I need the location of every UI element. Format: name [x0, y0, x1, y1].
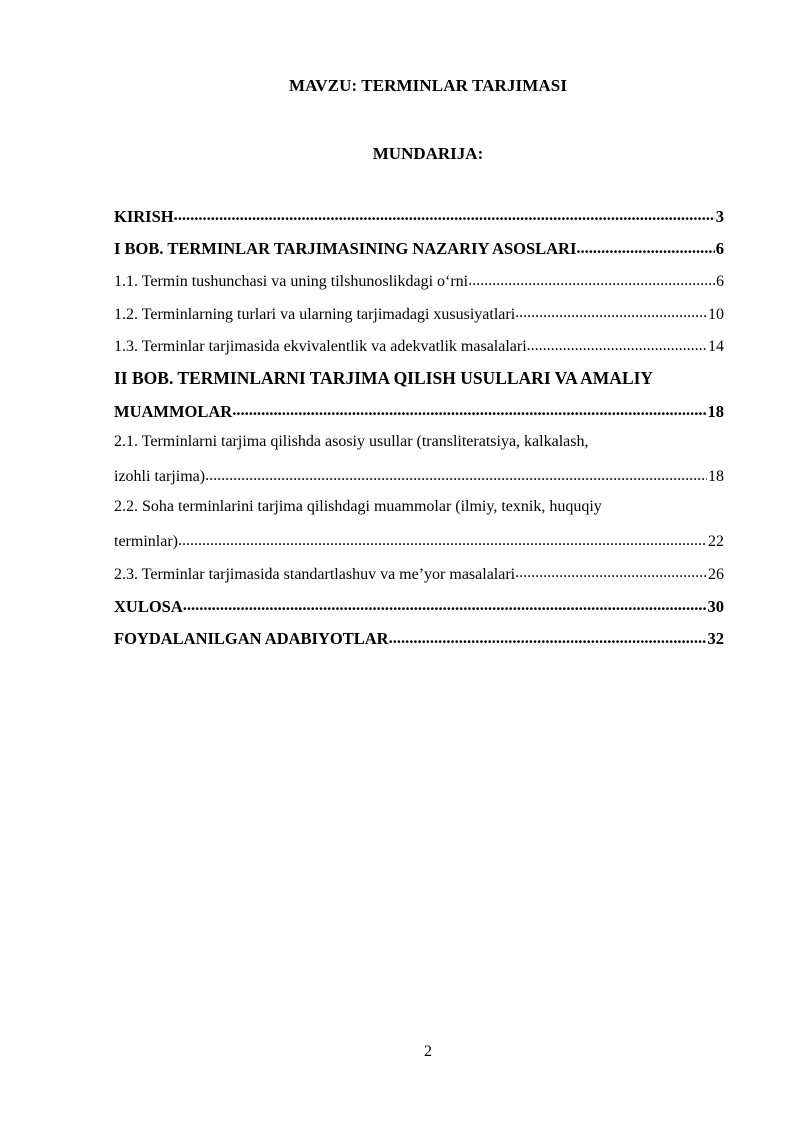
- toc-entry-section-2-3: [114, 563, 724, 596]
- toc-dot-leader: [178, 530, 707, 546]
- toc-entry-title: KIRISH: [114, 206, 174, 226]
- toc-entry-page: 22: [708, 533, 724, 550]
- toc-entry-page: 32: [707, 629, 724, 648]
- toc-dot-leader: [468, 270, 715, 286]
- table-of-contents: [114, 205, 724, 660]
- toc-entry-chapter-1: [114, 238, 724, 271]
- contents-heading: MUNDARIJA:: [372, 144, 484, 163]
- document-topic: MAVZU: TERMINLAR TARJIMASI: [288, 76, 568, 95]
- toc-entry-title: 1.3. Terminlar tarjimasida ekvivalentlik va adekvatlik masalalari: [114, 338, 527, 355]
- toc-dot-leader: [527, 335, 707, 351]
- toc-entry-page: 18: [708, 468, 724, 485]
- toc-dot-leader: [515, 303, 707, 319]
- toc-entry-title: 1.2. Terminlarning turlari va ularning tarjimadagi xususiyatlari: [114, 305, 516, 323]
- toc-entry-section-2-1-line-2: [114, 465, 724, 498]
- toc-entry-page: 10: [708, 305, 724, 323]
- toc-entry-section-1-2: [114, 303, 724, 336]
- toc-entry-title: terminlar): [114, 533, 178, 550]
- toc-entry-chapter-2-line-1: [114, 368, 724, 401]
- toc-dot-leader: [515, 563, 707, 579]
- toc-entry-introduction: [114, 205, 724, 238]
- toc-entry-title: I BOB. TERMINLAR TARJIMASINING NAZARIY ASOSLARI: [114, 239, 577, 258]
- toc-entry-section-2-2-line-2: [114, 530, 724, 563]
- toc-entry-title: XULOSA: [114, 596, 183, 616]
- toc-entry-chapter-2-line-2: [114, 400, 724, 433]
- toc-entry-title: 2.3. Terminlar tarjimasida standartlashuv va me’yor masalalari: [114, 565, 516, 583]
- toc-entry-page: 30: [707, 596, 724, 616]
- toc-entry-section-2-2-line-1: [114, 498, 724, 531]
- toc-entry-conclusion: [114, 595, 724, 628]
- toc-entry-section-1-1: [114, 270, 724, 303]
- toc-entry-title: 1.1. Termin tushunchasi va uning tilshunoslikdagi o‘rni: [114, 273, 469, 290]
- page-number: 2: [424, 1043, 432, 1060]
- toc-entry-references: [114, 628, 724, 661]
- toc-entry-page: 26: [708, 565, 724, 583]
- toc-entry-title: 2.1. Terminlarni tarjima qilishda asosiy usullar (transliteratsiya, kalkalash,: [114, 432, 589, 450]
- toc-entry-section-1-3: [114, 335, 724, 368]
- toc-entry-page: 18: [707, 401, 724, 421]
- toc-dot-leader: [389, 628, 707, 645]
- toc-entry-title: FOYDALANILGAN ADABIYOTLAR: [114, 629, 389, 648]
- toc-dot-leader: [576, 238, 714, 255]
- toc-entry-page: 6: [716, 273, 724, 290]
- toc-entry-section-2-1-line-1: [114, 433, 724, 466]
- toc-dot-leader: [232, 400, 706, 417]
- toc-entry-page: 6: [715, 239, 724, 258]
- toc-entry-title: II BOB. TERMINLARNI TARJIMA QILISH USULLARI VA AMALIY: [114, 367, 654, 388]
- toc-dot-leader: [205, 465, 707, 481]
- toc-entry-page: 14: [708, 338, 724, 355]
- toc-dot-leader: [183, 595, 707, 612]
- toc-entry-page: 3: [715, 206, 724, 226]
- toc-dot-leader: [174, 205, 715, 222]
- toc-entry-title: 2.2. Soha terminlarini tarjima qilishdagi muammolar (ilmiy, texnik, huquqiy: [114, 497, 602, 515]
- toc-entry-title: MUAMMOLAR: [114, 401, 233, 421]
- toc-entry-title: izohli tarjima): [114, 468, 206, 485]
